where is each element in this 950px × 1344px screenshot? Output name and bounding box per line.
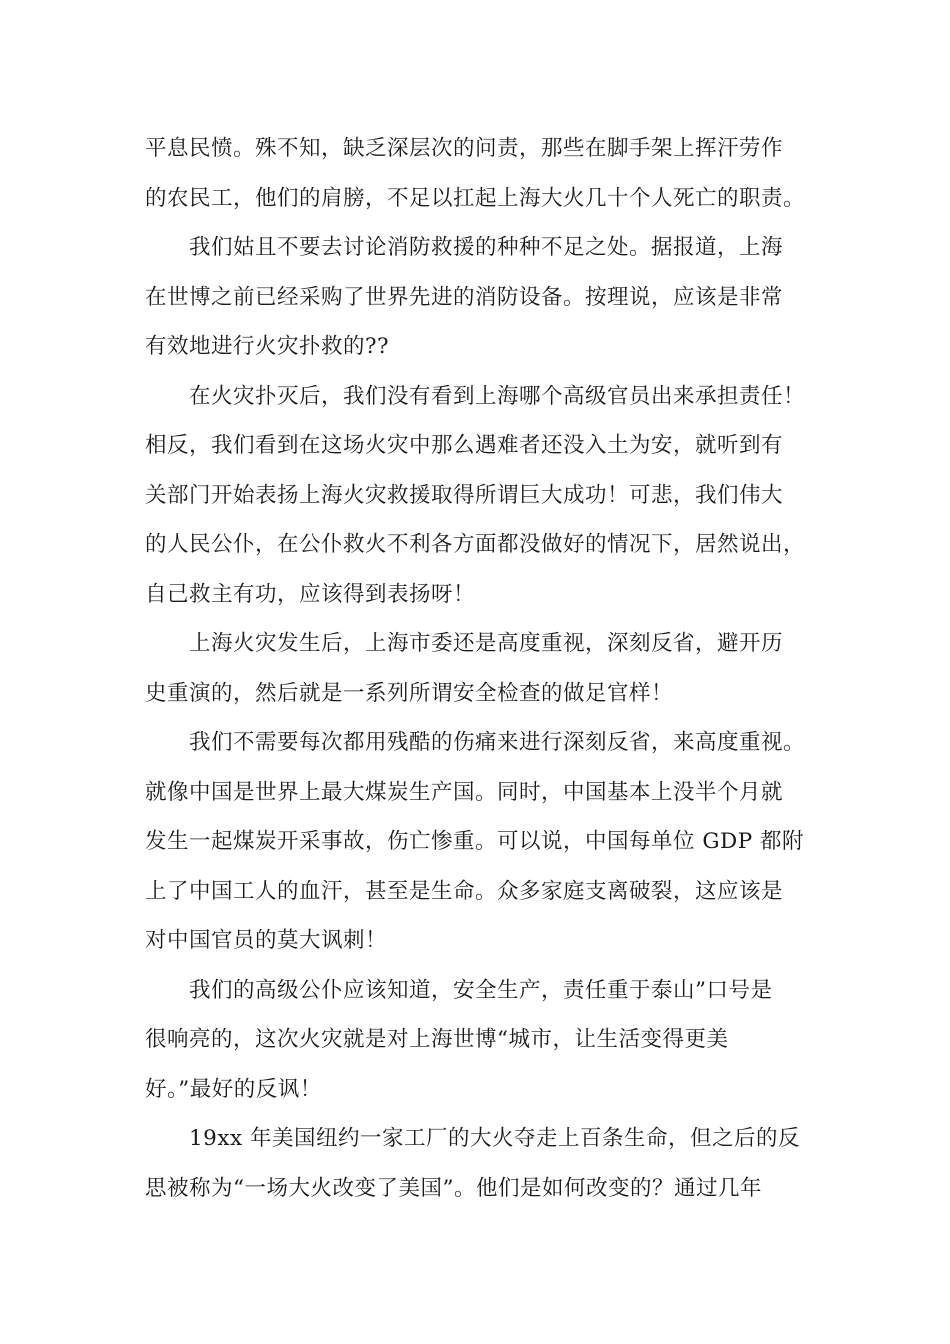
text-line: 我们姑且不要去讨论消防救援的种种不足之处。据报道，上海 — [189, 235, 784, 260]
text-line: 对中国官员的莫大讽刺！ — [145, 928, 388, 953]
text-line: 的人民公仆，在公仆救火不利各方面都没做好的情况下，居然说出， — [145, 532, 806, 557]
text-line: 上了中国工人的血汗，甚至是生命。众多家庭支离破裂，这应该是 — [145, 878, 784, 904]
text-line: 史重演的，然后就是一系列所谓安全检查的做足官样！ — [145, 680, 674, 706]
text-line: 相反，我们看到在这场火灾中那么遇难者还没入土为安，就听到有 — [145, 433, 784, 458]
text-line: 关部门开始表扬上海火灾救援取得所谓巨大成功！可悲，我们伟大 — [145, 482, 784, 508]
text-line: 发生一起煤炭开采事故，伤亡惨重。可以说，中国每单位 GDP 都附 — [145, 829, 805, 854]
text-line: 好。”最好的反讽！ — [145, 1076, 322, 1102]
text-line: 我们不需要每次都用残酷的伤痛来进行深刻反省，来高度重视。 — [189, 730, 806, 755]
text-line: 在世博之前已经采购了世界先进的消防设备。按理说，应该是非常 — [145, 284, 784, 310]
text-line: 我们的高级公仆应该知道，安全生产，责任重于泰山”口号是 — [189, 977, 773, 1003]
text-line: 在火灾扑灭后，我们没有看到上海哪个高级官员出来承担责任！ — [189, 383, 806, 409]
text-line: 自己救主有功，应该得到表扬呀！ — [145, 581, 476, 607]
text-line: 思被称为“一场大火改变了美国”。他们是如何改变的？通过几年 — [145, 1175, 762, 1201]
text-line: 平息民愤。殊不知，缺乏深层次的问责，那些在脚手架上挥汗劳作 — [145, 136, 784, 161]
text-line: 的农民工，他们的肩膀，不足以扛起上海大火几十个人死亡的职责。 — [145, 185, 806, 211]
text-line: 上海火灾发生后，上海市委还是高度重视，深刻反省，避开历 — [189, 631, 784, 656]
text-line: 有效地进行火灾扑救的?? — [145, 334, 390, 359]
text-line: 19xx 年美国纽约一家工厂的大火夺走上百条生命，但之后的反 — [189, 1126, 800, 1151]
text-line: 就像中国是世界上最大煤炭生产国。同时，中国基本上没半个月就 — [145, 779, 784, 805]
text-line: 很响亮的，这次火灾就是对上海世博“城市，让生活变得更美 — [145, 1027, 729, 1052]
body-text — [145, 124, 835, 1213]
